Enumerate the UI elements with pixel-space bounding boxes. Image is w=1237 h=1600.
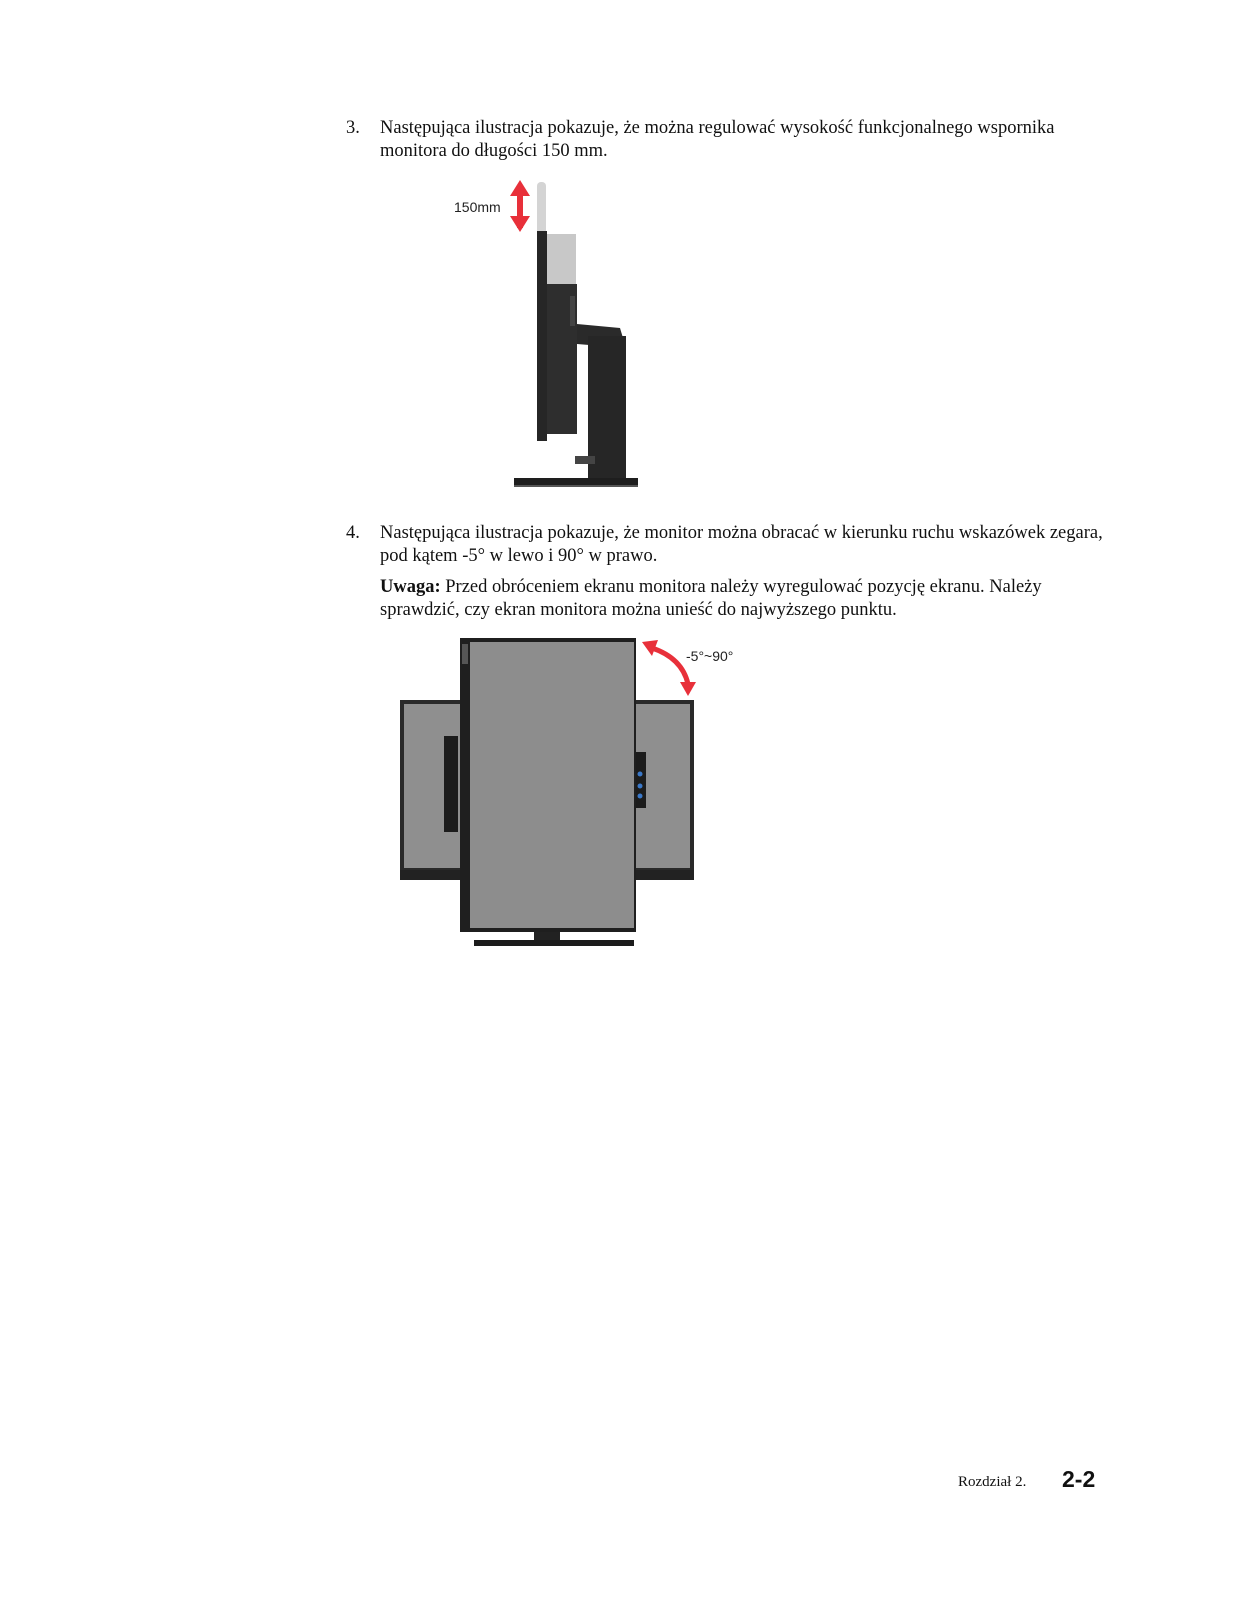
pivot-angle-label: -5°~90° bbox=[686, 648, 734, 664]
step-number: 4. bbox=[346, 523, 360, 543]
step-text: Następująca ilustracja pokazuje, że można regulować wysokość funkcjonalnego wspornika monitora do długości 150 mm. bbox=[380, 118, 1055, 161]
note-text: Przed obróceniem ekranu monitora należy wyregulować pozycję ekranu. Należy sprawdzić, czy ekran monitora można unieść do najwyższego punktu. bbox=[380, 577, 1042, 620]
monitor-side bbox=[537, 231, 547, 441]
note-label: Uwaga: bbox=[380, 577, 441, 597]
pivot-stand-base bbox=[474, 940, 634, 946]
step-number: 3. bbox=[346, 118, 360, 138]
height-label: 150mm bbox=[454, 199, 501, 215]
footer-chapter: Rozdział 2. bbox=[958, 1474, 1027, 1490]
pivot-figure bbox=[396, 634, 756, 954]
height-adjust-figure bbox=[440, 176, 660, 496]
stand-base bbox=[514, 478, 638, 485]
page-number: 2-2 bbox=[1062, 1466, 1096, 1492]
height-double-arrow-icon bbox=[510, 180, 530, 232]
note bbox=[380, 576, 1110, 622]
ghost-stand-back bbox=[546, 234, 576, 286]
step-text: Następująca ilustracja pokazuje, że monitor można obracać w kierunku ruchu wskazówek zegara, pod kątem -5° w lewo i 90° w prawo. bbox=[380, 523, 1103, 566]
